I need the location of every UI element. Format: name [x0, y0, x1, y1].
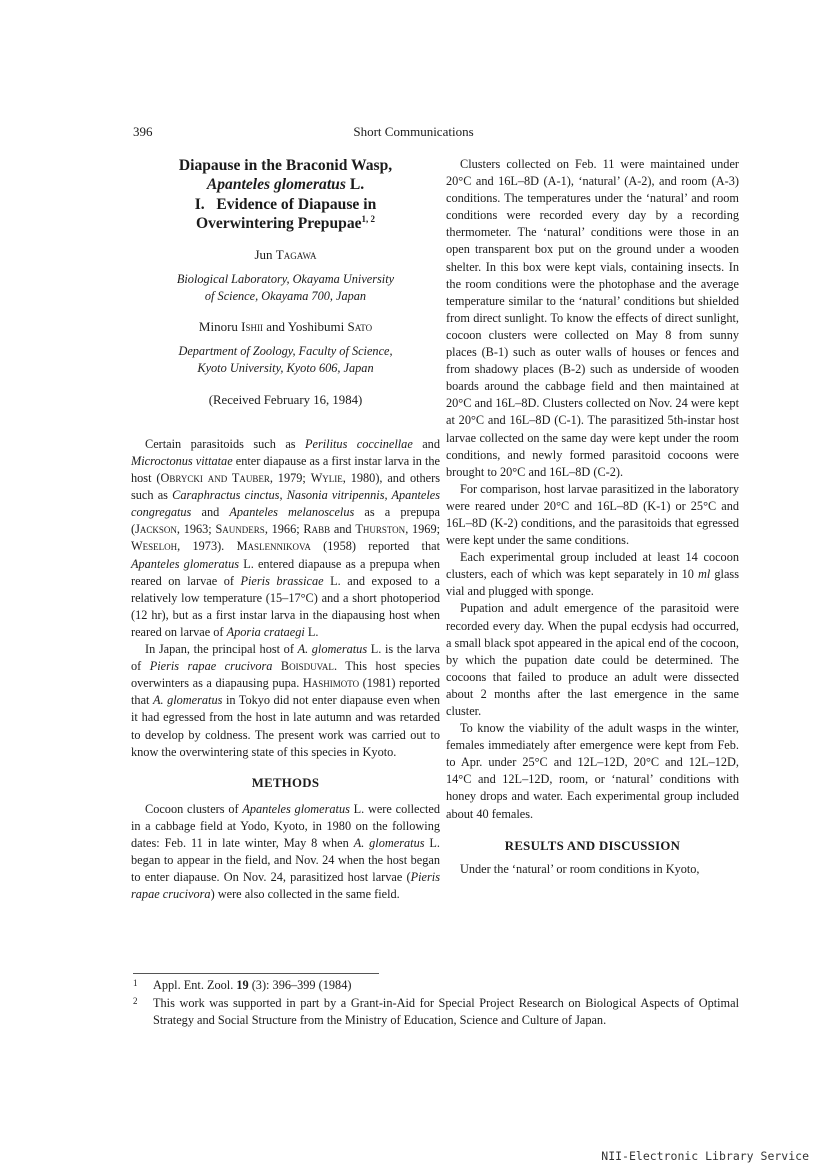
text-run: , 1979; — [269, 471, 311, 486]
footnote-2-mark: 2 — [133, 995, 138, 1006]
text-run: L. began to appear in the field, and Nov. 24 when the host began to enter diapause. On Nov. 24, parasitized host larvae ( — [131, 835, 440, 885]
affiliation-2-line-1: Department of Zoology, Faculty of Science, — [178, 343, 393, 358]
footnote-1 — [133, 977, 739, 995]
affiliation-2 — [131, 343, 440, 378]
species-name: Apanteles glomeratus — [131, 556, 240, 571]
footnote-2-text: This work was supported in part by a Grant-in-Aid for Special Project Research on Biological Aspects of Optimal Strategy and Social Structure from the Ministry of Education, Science and Culture of Japan. — [153, 995, 739, 1027]
text-run: and — [412, 436, 440, 451]
species-name: Pieris rapae crucivora — [149, 659, 273, 674]
text-run: and — [330, 522, 356, 537]
text-run: Certain parasitoids such as — [145, 436, 305, 451]
citation-author: Rabb — [303, 522, 331, 537]
methods-paragraph-3: For comparison, host larvae parasitized in the laboratory were reared under 20°C and 16L–8D (K-1) or 25°C and 16L–8D (K-2) conditions, and the parasitoids that egressed were kept under the same conditions. — [446, 481, 739, 548]
title-line-1: Diapause in the Braconid Wasp, — [178, 157, 393, 174]
author-2-given: Minoru — [198, 318, 242, 334]
species-name: Apanteles glomeratus — [242, 801, 350, 816]
text-run: (1981) reported that — [131, 676, 440, 708]
affiliation-1-line-1: Biological Laboratory, Okayama University — [176, 271, 395, 286]
right-column — [446, 156, 739, 878]
intro-paragraph-1 — [131, 436, 440, 641]
citation-author: Maslennikova — [236, 539, 311, 554]
species-name: Pieris rapae crucivora — [131, 870, 440, 902]
text-run: and — [191, 505, 230, 520]
affiliation-1 — [131, 271, 440, 306]
footnote-rule — [133, 973, 379, 974]
text-run: In Japan, the principal host of — [145, 642, 298, 657]
author-1-family: Tagawa — [275, 246, 317, 262]
affiliation-1-line-2: of Science, Okayama 700, Japan — [204, 289, 367, 304]
text-run — [272, 659, 280, 673]
left-column — [131, 156, 440, 903]
article-title — [131, 156, 440, 234]
text-run: Each experimental group included at least 14 cocoon clusters, each of which was kept separately in 10 — [446, 550, 739, 582]
species-name: Microctonus vittatae — [131, 454, 233, 468]
results-paragraph-1: Under the ‘natural’ or room conditions in Kyoto, — [460, 861, 700, 876]
author-2-family: Ishii — [241, 318, 263, 334]
author-3-given: and Yoshibumi — [262, 318, 348, 334]
footnote-1-journal: Appl. Ent. Zool. — [153, 978, 237, 992]
species-name: Pieris brassicae — [240, 573, 324, 588]
footnote-1-pages: (3): 396–399 (1984) — [248, 978, 352, 992]
species-name: Perilitus coccinellae — [305, 436, 413, 451]
methods-heading: METHODS — [251, 775, 320, 790]
page-number: 396 — [133, 124, 153, 139]
intro-paragraph-2 — [131, 641, 440, 761]
results-heading: RESULTS AND DISCUSSION — [504, 838, 681, 853]
methods-paragraph-5: Pupation and adult emergence of the parasitoid were recorded every day. When the pupal ecdysis had occurred, a small black spot appeared in the apical end of the cocoon, by which the pupation date could be determined. The cocoons that failed to produce an adult were dissected about 2 months after the last emergence in the same cluster. — [446, 601, 739, 718]
species-name: A. glomeratus — [152, 693, 223, 708]
authors-2 — [131, 318, 440, 335]
species-name: Caraphractus cinctus, Nasonia vitripennis, Apanteles congregatus — [131, 488, 441, 520]
affiliation-2-line-2: Kyoto University, Kyoto 606, Japan — [197, 361, 374, 376]
text-run: , 1969; — [405, 522, 441, 537]
text-run: , 1963; — [176, 522, 216, 537]
methods-paragraph-4 — [446, 549, 739, 600]
footnote-2 — [133, 995, 739, 1030]
citation-author: Thurston — [355, 522, 406, 537]
title-species: Apanteles glomeratus — [206, 176, 346, 194]
text-run: , 1973). — [177, 539, 237, 554]
received-date: (Received February 16, 1984) — [208, 392, 363, 407]
text-run: in Tokyo did not enter diapause even when it had egressed from the host in late autumn and was retarded to develop by coldness. The present work was carried out to know the overwintering state of this species in Kyoto. — [131, 693, 441, 759]
unit: ml — [698, 567, 711, 582]
methods-paragraph-1 — [131, 801, 440, 904]
methods-paragraph-2: Clusters collected on Feb. 11 were maintained under 20°C and 16L–8D (A-1), ‘natural’ (A-2), and room (A-3) conditions. The temperatures under the ‘natural’ and room conditions were recorded every day by a recording thermometer. The ‘natural’ conditions were those in an open transparent box put on the ground under a wooden shelter. In this box were kept vials, containing insects. In the room conditions were the photophase and the average temperature similar to the ‘natural’ conditions but shielded from direct sunlight. To know the effects of direct sunlight, cocoon clusters were collected on May 8 from sunny places (B-1) such as outer walls of houses or fences and from shadowy places (B-2) such as underside of wooden boards around the cabbage field and then maintained at 20°C and 16L–8D. Clusters collected on Nov. 24 were kept at 20°C and 16L–8D (C-1). The parasitized 5th-instar host larvae collected on the same day were kept under the room conditions, and newly formed parasitoid cocoons were brought to 20°C and 16L–8D (C-2). — [446, 157, 739, 479]
text-run: as a prepupa ( — [131, 505, 441, 537]
author-3-family: Sato — [347, 318, 373, 334]
title-footnote-marks: 1, 2 — [361, 214, 376, 225]
author-1-given: Jun — [254, 246, 276, 262]
text-run: . This host species overwinters as a diapausing pupa. — [131, 659, 440, 691]
footnote-1-volume: 19 — [236, 978, 249, 992]
citation-author: Wylie — [310, 471, 343, 486]
text-run: glass vial and plugged with sponge. — [446, 567, 740, 599]
footnote-1-mark: 1 — [133, 978, 138, 988]
text-run: L. entered diapause as a prepupa when reared on larvae of — [131, 556, 441, 588]
text-run: enter diapause as a first instar larva in the host ( — [131, 454, 440, 486]
text-run: L. were collected in a cabbage field at Yodo, Kyoto, in 1980 on the following dates: Feb. 11 in late winter, May 8 when — [131, 801, 440, 850]
citation-author: Hashimoto — [302, 676, 360, 691]
citation-author: Saunders — [215, 522, 265, 537]
citation-author: Weseloh — [131, 539, 178, 554]
text-run: L. is the larva of — [131, 642, 441, 674]
title-line-4: Overwintering Prepupae — [195, 215, 362, 233]
text-run: ) were also collected in the same field. — [210, 887, 400, 902]
author-1 — [131, 246, 440, 263]
species-name: A. glomeratus — [353, 835, 425, 850]
text-run: L. — [304, 624, 319, 639]
text-run: Cocoon clusters of — [145, 801, 243, 816]
footnotes — [133, 977, 739, 1030]
library-watermark: NII-Electronic Library Service — [601, 1149, 809, 1163]
species-name: Apanteles melanoscelus — [229, 505, 355, 520]
methods-paragraph-6: To know the viability of the adult wasps in the winter, females immediately after emergence were kept from Feb. to Apr. under 25°C and 12L–12D, 20°C and 12L–12D, 14°C and 12L–12D, room, or ‘natural’ conditions with honey drops and water. Each experimental group included about 40 females. — [446, 721, 739, 821]
citation-author: Boisduval — [280, 659, 334, 674]
text-run: , 1966; — [264, 522, 304, 537]
title-species-authority: L. — [345, 176, 365, 194]
species-name: A. glomeratus — [297, 642, 368, 657]
text-run: , 1980), and others such as — [131, 471, 441, 503]
running-head: Short Communications — [353, 124, 474, 139]
text-run: (1958) reported that — [310, 539, 440, 554]
citation-author: Obrycki and Tauber — [160, 471, 270, 486]
title-line-3: I. Evidence of Diapause in — [194, 195, 377, 213]
text-run: L. and exposed to a relatively low temperature (15–17°C) and a short photoperiod (12 hr), but as a first instar larva in the diapausing host when reared on larvae of — [131, 573, 440, 639]
citation-author: Jackson — [135, 522, 177, 537]
species-name: Aporia crataegi — [226, 624, 305, 639]
